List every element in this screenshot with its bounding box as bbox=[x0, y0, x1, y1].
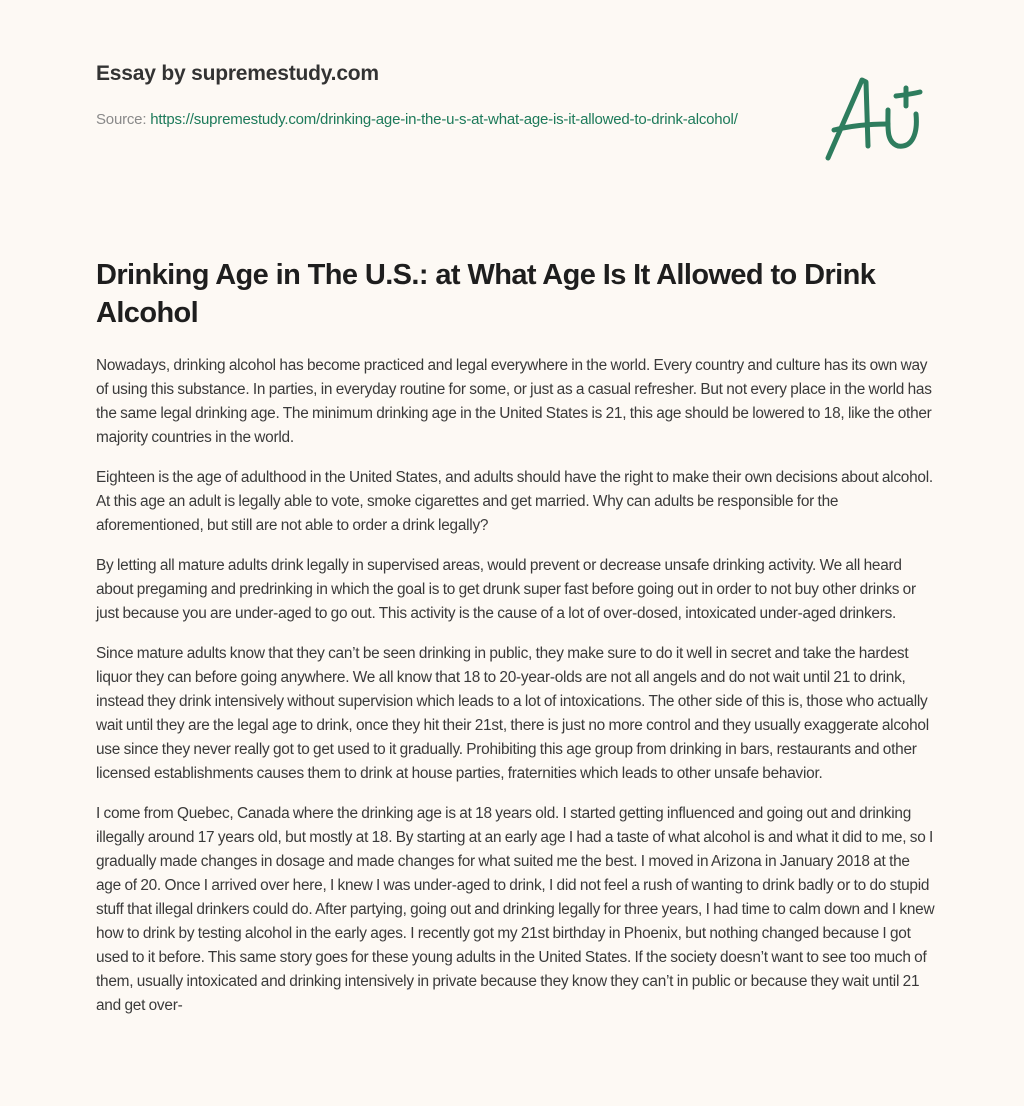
a-plus-grade-icon bbox=[820, 68, 930, 168]
source-line bbox=[96, 108, 796, 132]
essay-header bbox=[96, 62, 796, 132]
source-label: Source: bbox=[96, 111, 151, 128]
source-link[interactable]: https://supremestudy.com/drinking-age-in-the-u-s-at-what-age-is-it-allowed-to-drink-alcohol/ bbox=[150, 111, 738, 128]
paragraph: Eighteen is the age of adulthood in the United States, and adults should have the right to make their own decisions about alcohol. At this age an adult is legally able to vote, smoke cigarettes and get married. Why can adults be responsible for the aforementioned, but still are not able to order a drink legally? bbox=[96, 469, 933, 534]
site-title: Essay by supremestudy.com bbox=[96, 62, 379, 85]
essay-body bbox=[96, 354, 936, 1034]
paragraph: I come from Quebec, Canada where the drinking age is at 18 years old. I started getting influenced and going out and drinking illegally around 17 years old, but mostly at 18. By starting at an early age I had a taste of what alcohol is and what it did to me, so I gradually made changes in dosage and made changes for what suited me the best. I moved in Arizona in January 2018 at the age of 20. Once I arrived over here, I knew I was under-aged to drink, I did not feel a rush of wanting to drink badly or to do stupid stuff that illegal drinkers could do. After partying, going out and drinking legally for three years, I had time to calm down and I knew how to drink by testing alcohol in the early ages. I recently got my 21st birthday in Phoenix, but nothing changed because I got used to it before. This same story goes for these young adults in the United States. If the society doesn’t want to see too much of them, usually intoxicated and drinking intensively in private because they know they can’t in public or because they wait until 21 and get over- bbox=[96, 805, 935, 1014]
paragraph: Since mature adults know that they can’t be seen drinking in public, they make sure to do it well in secret and take the hardest liquor they can before going anywhere. We all know that 18 to 20-year-olds are not all angels and do not wait until 21 to drink, instead they drink intensively without supervision which leads to a lot of intoxications. The other side of this is, those who actually wait until they are the legal age to drink, once they hit their 21st, there is just no more control and they usually exaggerate alcohol use since they never really got to get used to it gradually. Prohibiting this age group from drinking in bars, restaurants and other licensed establishments causes them to drink at house parties, fraternities which leads to other unsafe behavior. bbox=[96, 645, 929, 782]
paragraph: By letting all mature adults drink legally in supervised areas, would prevent or decrease unsafe drinking activity. We all heard about pregaming and predrinking in which the goal is to get drunk super fast before going out in order to not buy other drinks or just because you are under-aged to go out. This activity is the cause of a lot of over-dosed, intoxicated under-aged drinkers. bbox=[96, 557, 916, 622]
paragraph: Nowadays, drinking alcohol has become practiced and legal everywhere in the world. Every country and culture has its own way of using this substance. In parties, in everyday routine for some, or just as a casual refresher. But not every place in the world has the same legal drinking age. The minimum drinking age in the United States is 21, this age should be lowered to 18, like the other majority countries in the world. bbox=[96, 357, 932, 446]
essay-title: Drinking Age in The U.S.: at What Age Is It Allowed to Drink Alcohol bbox=[96, 259, 876, 329]
